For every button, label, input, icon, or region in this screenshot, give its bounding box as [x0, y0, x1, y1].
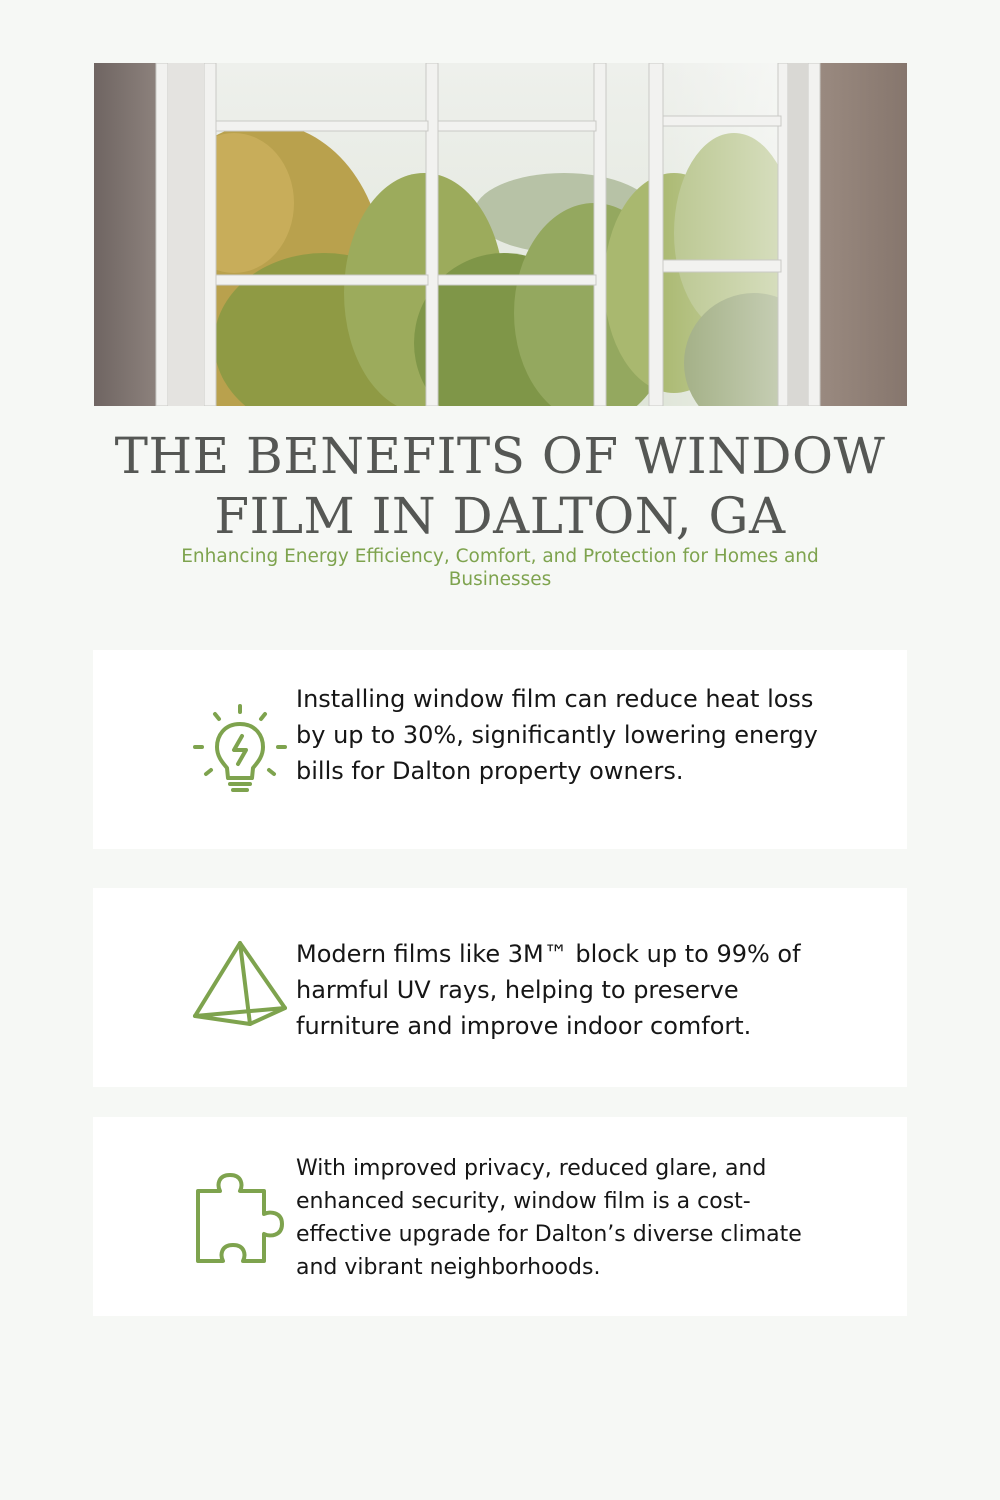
page-subtitle: Enhancing Energy Efficiency, Comfort, and Protection for Homes and Businesses — [181, 546, 819, 590]
benefit-text-uv: Modern films like 3M™ block up to 99% of harmful UV rays, helping to preserve furniture and improve indoor comfort. — [296, 940, 801, 1040]
lightbulb-energy-icon — [190, 702, 290, 807]
benefit-text-security: With improved privacy, reduced glare, and enhanced security, window film is a cost-effective upgrade for Dalton’s diverse climate and vibrant neighborhoods. — [296, 1156, 802, 1280]
benefit-card-uv — [93, 888, 907, 1087]
pyramid-prism-icon — [190, 938, 290, 1033]
hero-image — [94, 63, 907, 406]
page-title: THE BENEFITS OF WINDOW FILM IN DALTON, GA — [114, 427, 886, 545]
benefit-card-security — [93, 1117, 907, 1316]
benefit-text-energy: Installing window film can reduce heat loss by up to 30%, significantly lowering energy bills for Dalton property owners. — [296, 685, 818, 785]
puzzle-piece-icon — [190, 1169, 290, 1274]
benefit-card-energy — [93, 650, 907, 849]
